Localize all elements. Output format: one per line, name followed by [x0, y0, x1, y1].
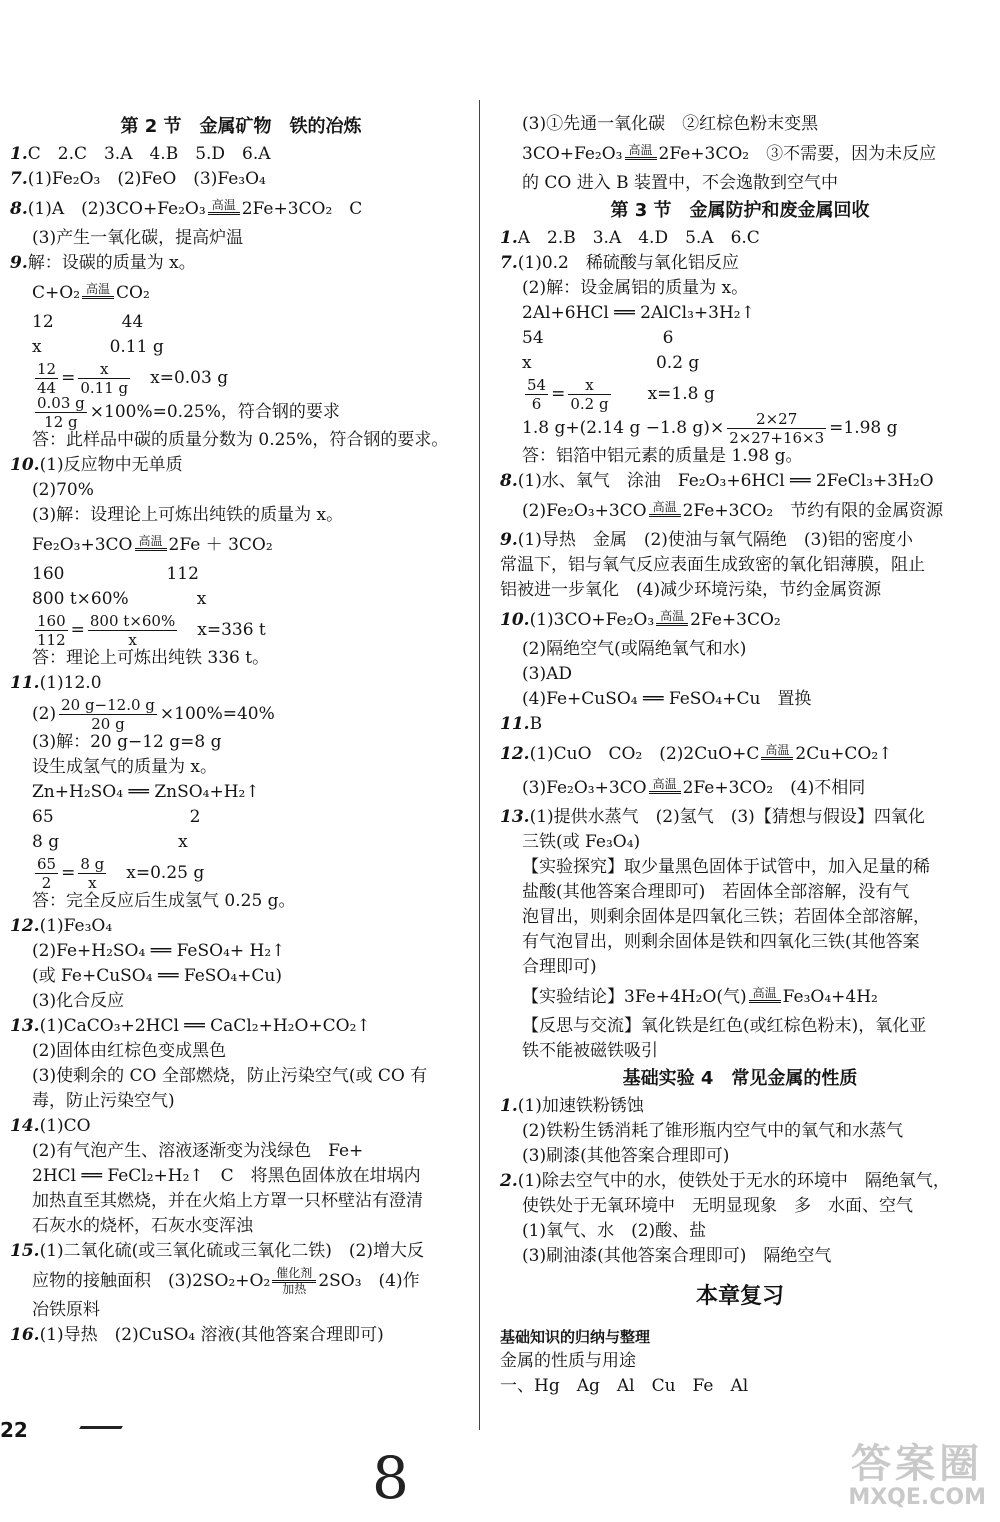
answer-line — [10, 1264, 472, 1298]
answer-line — [500, 251, 980, 276]
fraction-denominator: 2×27+16×3 — [729, 429, 825, 447]
answer-text: 8 g x — [32, 832, 188, 852]
answer-text: 答：理论上可炼出纯铁 336 t。 — [32, 648, 270, 668]
answer-line — [500, 1349, 980, 1374]
answer-text: ×100%=0.25%，符合钢的要求 — [89, 402, 340, 422]
answer-line — [500, 771, 980, 805]
answer-line — [10, 646, 472, 671]
answer-line — [500, 494, 980, 528]
answer-line — [500, 712, 980, 737]
answer-text: 常温下，铝与氧气反应表面生成致密的氧化铝薄膜，阻止 — [500, 555, 925, 575]
answer-text: Zn+H₂SO₄ ══ ZnSO₄+H₂↑ — [32, 782, 260, 802]
answer-text: (3)使剩余的 CO 全部燃烧，防止污染空气(或 CO 有 — [32, 1066, 428, 1086]
answer-text: 2Fe ＋ 3CO₂ — [168, 535, 273, 555]
condition-sublabel — [625, 160, 657, 166]
answer-text: = — [61, 368, 76, 388]
answer-line — [10, 360, 472, 397]
left-column — [10, 112, 472, 1348]
answer-text: 应物的接触面积 (3)2SO₂+O₂ — [32, 1271, 271, 1291]
answer-text: (2)70% — [32, 480, 94, 500]
fraction-numerator: 65 — [37, 855, 57, 873]
answer-line — [10, 587, 472, 612]
answer-text: 2SO₃ (4)作 — [318, 1271, 420, 1291]
answer-text: x=336 t — [180, 620, 266, 640]
answer-line — [500, 1219, 980, 1244]
answer-line — [500, 553, 980, 578]
question-number: 12. — [10, 916, 40, 936]
answer-line — [10, 192, 472, 226]
answer-line — [500, 276, 980, 301]
answer-text: 三铁(或 Fe₃O₄) — [522, 832, 641, 852]
fraction — [35, 612, 68, 649]
answer-line — [10, 1164, 472, 1189]
answer-line — [500, 637, 980, 662]
answer-text: 冶铁原料 — [32, 1300, 100, 1320]
fraction-numerator: 0.03 g — [37, 394, 85, 412]
answer-line — [10, 478, 472, 503]
answer-text: 毒，防止污染空气) — [32, 1091, 175, 1111]
answer-line — [500, 112, 980, 137]
answer-text: 54 6 — [522, 328, 674, 348]
condition-sublabel — [649, 517, 681, 523]
answer-line — [10, 1064, 472, 1089]
answer-line — [500, 980, 980, 1014]
reaction-condition — [649, 778, 681, 800]
answer-text: (2)固体由红棕色变成黑色 — [32, 1041, 227, 1061]
answer-text: 3CO+Fe₂O₃ — [522, 144, 623, 164]
question-number: 11. — [10, 673, 40, 693]
question-number: 13. — [500, 807, 530, 827]
answer-text: (1)CaCO₃+2HCl ══ CaCl₂+H₂O+CO₂↑ — [39, 1016, 371, 1036]
answer-line — [10, 1298, 472, 1323]
answer-line — [500, 603, 980, 637]
answer-text: 合理即可) — [522, 957, 597, 977]
answer-line — [10, 453, 472, 478]
condition-sublabel — [656, 626, 688, 632]
answer-line — [10, 939, 472, 964]
answer-text: C 2.C 3.A 4.B 5.D 6.A — [27, 144, 271, 164]
fraction — [35, 394, 87, 431]
fraction-numerator: 800 t×60% — [89, 612, 176, 630]
answer-text: (2)Fe+H₂SO₄ ══ FeSO₄+ H₂↑ — [32, 941, 286, 961]
answer-line — [500, 737, 980, 771]
answer-text: (2)铁粉生锈消耗了锥形瓶内空气中的氧气和水蒸气 — [522, 1121, 904, 1141]
condition-label: 高温 — [208, 199, 240, 215]
answer-line — [10, 989, 472, 1014]
fraction-denominator: x — [88, 874, 97, 892]
fraction-denominator: 12 g — [44, 413, 78, 431]
answer-text: 2HCl ══ FeCl₂+H₂↑ C 将黑色固体放在坩埚内 — [32, 1166, 421, 1186]
reaction-condition — [208, 199, 240, 221]
subsection-heading: 基础知识的归纳与整理 — [500, 1328, 651, 1346]
fraction — [78, 360, 130, 397]
answer-text: x=1.8 g — [613, 384, 715, 404]
answer-text: (3)①先通一氧化碳 ②红棕色粉末变黑 — [522, 114, 819, 134]
answer-text: (1)0.2 稀硫酸与氧化铝反应 — [517, 253, 739, 273]
answer-text: x=0.25 g — [109, 863, 205, 883]
answer-text: (2)隔绝空气(或隔绝氧气和水) — [522, 639, 747, 659]
answer-line — [500, 687, 980, 712]
answer-text: (1)反应物中无单质 — [39, 455, 183, 475]
fraction-denominator: 0.11 g — [80, 379, 129, 397]
reaction-condition — [272, 1267, 316, 1296]
reaction-condition — [749, 987, 781, 1009]
fraction — [88, 612, 177, 649]
fraction-numerator: 20 g−12.0 g — [61, 696, 155, 714]
answer-line — [500, 830, 980, 855]
question-number: 1. — [10, 144, 28, 164]
answer-text: 铝被进一步氧化 (4)减少环境污染，节约金属资源 — [500, 580, 882, 600]
fraction-numerator: 160 — [37, 612, 66, 630]
question-number: 10. — [10, 455, 40, 475]
answer-line — [500, 1119, 980, 1144]
answer-line — [10, 528, 472, 562]
question-number: 8. — [500, 471, 518, 491]
page-number: 22 — [0, 1418, 28, 1442]
answer-text: (1)导热 (2)CuSO₄ 溶液(其他答案合理即可) — [39, 1325, 384, 1345]
answer-text: x=0.03 g — [133, 368, 229, 388]
answer-line — [500, 1244, 980, 1269]
answer-text: 铁不能被磁铁吸引 — [522, 1041, 658, 1061]
reaction-condition — [82, 283, 114, 305]
watermark — [848, 1442, 986, 1510]
reaction-condition — [135, 535, 167, 557]
answer-line — [500, 955, 980, 980]
answer-line — [10, 964, 472, 989]
answer-line — [10, 335, 472, 360]
answer-text: 1.8 g+(2.14 g −1.8 g)× — [522, 418, 725, 438]
answer-text: 的 CO 进入 B 装置中，不会逸散到空气中 — [522, 173, 839, 193]
condition-label: 高温 — [649, 501, 681, 517]
answer-text: (2) — [32, 704, 57, 724]
question-number: 1. — [500, 228, 518, 248]
fraction — [59, 696, 157, 733]
answer-line — [10, 1189, 472, 1214]
question-number: 16. — [10, 1325, 40, 1345]
answer-text: (1)二氧化硫(或三氧化硫或三氧化二铁) (2)增大反 — [39, 1241, 425, 1261]
column-divider — [479, 100, 480, 1430]
answer-line — [10, 612, 472, 649]
answer-line — [500, 410, 980, 447]
answer-line — [500, 1374, 980, 1399]
answer-text: =1.98 g — [829, 418, 898, 438]
answer-line — [500, 930, 980, 955]
answer-text: (1)加速铁粉锈蚀 — [517, 1096, 644, 1116]
answer-line — [500, 855, 980, 880]
answer-line — [10, 1014, 472, 1039]
fraction-denominator: 2 — [41, 874, 52, 892]
right-column — [500, 112, 980, 1399]
answer-text: (1)CO — [39, 1116, 91, 1136]
answer-text: (3)解：设理论上可炼出纯铁的质量为 x。 — [32, 505, 344, 525]
answer-text: 金属的性质与用途 — [500, 1351, 636, 1371]
question-number: 14. — [10, 1116, 40, 1136]
answer-line — [500, 469, 980, 494]
answer-line — [10, 1239, 472, 1264]
answer-text: (1)氧气、水 (2)酸、盐 — [522, 1221, 707, 1241]
answer-text: 盐酸(其他答案合理即可) 若固体全部溶解，没有气 — [522, 882, 910, 902]
answer-line — [500, 528, 980, 553]
watermark-line1: 答案圈 — [851, 1441, 984, 1487]
fraction — [568, 376, 610, 413]
question-number: 11. — [500, 714, 530, 734]
answer-text: = — [551, 384, 566, 404]
condition-sublabel — [649, 794, 681, 800]
condition-label: 高温 — [649, 778, 681, 794]
answer-text: (1)水、氧气 涂油 Fe₂O₃+6HCl ══ 2FeCl₃+3H₂O — [517, 471, 934, 491]
question-number: 7. — [500, 253, 518, 273]
condition-sublabel: 加热 — [282, 1282, 307, 1296]
answer-text: 设生成氢气的质量为 x。 — [32, 757, 217, 777]
fraction-denominator: 20 g — [91, 715, 125, 733]
answer-text: ×100%=40% — [159, 704, 275, 724]
fraction-numerator: x — [78, 360, 130, 379]
answer-line — [500, 662, 980, 687]
handwritten-number: 8 — [372, 1444, 409, 1512]
condition-label: 高温 — [135, 535, 167, 551]
answer-text: (1)A (2)3CO+Fe₂O₃ — [27, 199, 206, 219]
fraction-numerator: 2×27 — [727, 410, 826, 429]
answer-line — [10, 276, 472, 310]
fraction — [727, 410, 826, 447]
answer-text: 使铁处于无氧环境中 无明显现象 多 水面、空气 — [522, 1196, 913, 1216]
reaction-condition — [625, 144, 657, 166]
condition-label: 高温 — [761, 744, 793, 760]
answer-line — [10, 1114, 472, 1139]
answer-line — [10, 1139, 472, 1164]
answer-text: (1)提供水蒸气 (2)氢气 (3)【猜想与假设】四氧化 — [529, 807, 925, 827]
question-number: 15. — [10, 1241, 40, 1261]
answer-text: A 2.B 3.A 4.D 5.A 6.C — [517, 228, 760, 248]
answer-line — [10, 1039, 472, 1064]
answer-text: (3)解：20 g−12 g=8 g — [32, 732, 222, 752]
answer-text: 2Fe+3CO₂ C — [241, 199, 363, 219]
decorative-swash — [79, 1426, 123, 1429]
answer-line — [10, 167, 472, 192]
answer-text: Fe₂O₃+3CO — [32, 535, 133, 555]
answer-line — [10, 1323, 472, 1348]
answer-text: (1)Fe₃O₄ — [39, 916, 113, 936]
answer-text: 答：此样品中碳的质量分数为 0.25%，符合钢的要求。 — [32, 430, 449, 450]
answer-text: 65 2 — [32, 807, 201, 827]
fraction-denominator: 0.2 g — [570, 395, 609, 413]
fraction — [35, 855, 58, 892]
question-number: 9. — [10, 253, 28, 273]
answer-text: (3)产生一氧化碳，提高炉温 — [32, 228, 244, 248]
section-heading: 第 3 节 金属防护和废金属回收 — [610, 200, 870, 221]
answer-line — [500, 880, 980, 905]
answer-line — [500, 376, 980, 413]
answer-line — [10, 914, 472, 939]
answer-line — [10, 755, 472, 780]
fraction-denominator: 112 — [37, 631, 66, 649]
question-number: 12. — [500, 744, 530, 764]
condition-label: 高温 — [625, 144, 657, 160]
answer-line — [500, 1169, 980, 1194]
answer-text: x 0.2 g — [522, 353, 700, 373]
question-number: 7. — [10, 169, 28, 189]
condition-sublabel — [208, 215, 240, 221]
answer-text: (2)有气泡产生、溶液逐渐变为浅绿色 Fe+ — [32, 1141, 364, 1161]
answer-line — [500, 1194, 980, 1219]
question-number: 1. — [500, 1096, 518, 1116]
answer-line — [10, 1214, 472, 1239]
answer-line — [10, 503, 472, 528]
reaction-condition — [761, 744, 793, 766]
answer-text: 12 44 — [32, 312, 144, 332]
condition-label: 高温 — [749, 987, 781, 1003]
fraction-numerator: 12 — [37, 360, 57, 378]
answer-line — [10, 310, 472, 335]
condition-sublabel — [761, 760, 793, 766]
answer-line — [500, 578, 980, 603]
answer-line — [500, 444, 980, 469]
condition-sublabel — [749, 1003, 781, 1009]
answer-text: (1)除去空气中的水，使铁处于无水的环境中 隔绝氧气， — [517, 1171, 950, 1191]
answer-line — [10, 855, 472, 892]
answer-text: CO₂ — [116, 283, 150, 303]
answer-text: (1)12.0 — [39, 673, 102, 693]
answer-text: (3)AD — [522, 664, 572, 684]
answer-line — [10, 889, 472, 914]
question-number: 13. — [10, 1016, 40, 1036]
answer-text: (4)Fe+CuSO₄ ══ FeSO₄+Cu 置换 — [522, 689, 812, 709]
answer-text: (1)导热 金属 (2)使油与氧气隔绝 (3)铝的密度小 — [517, 530, 913, 550]
condition-label: 高温 — [656, 610, 688, 626]
fraction-numerator: 8 g — [80, 855, 105, 873]
answer-text: (3)刷漆(其他答案合理即可) — [522, 1146, 730, 1166]
answer-text: 2Fe+3CO₂ ③不需要，因为未反应 — [658, 144, 937, 164]
answer-text: 【实验结论】3Fe+4H₂O(气) — [522, 987, 747, 1007]
answer-text: (3)刷油漆(其他答案合理即可) 隔绝空气 — [522, 1246, 832, 1266]
answer-text: 2Cu+CO₂↑ — [795, 744, 893, 764]
answer-text: 2Fe+3CO₂ (4)不相同 — [682, 778, 866, 798]
section-heading: 本章复习 — [695, 1284, 784, 1309]
answer-line — [500, 137, 980, 171]
answer-text: 加热直至其燃烧，并在火焰上方罩一只杯壁沾有澄清 — [32, 1191, 423, 1211]
answer-text: 石灰水的烧杯，石灰水变浑浊 — [32, 1216, 253, 1236]
answer-text: (或 Fe+CuSO₄ ══ FeSO₄+Cu) — [32, 966, 282, 986]
question-number: 10. — [500, 610, 530, 630]
condition-sublabel — [82, 299, 114, 305]
answer-text: = — [70, 620, 85, 640]
answer-line — [10, 142, 472, 167]
fraction-numerator: x — [568, 376, 610, 395]
section-heading: 第 2 节 金属矿物 铁的冶炼 — [120, 116, 362, 137]
answer-text: 泡冒出，则剩余固体是四氧化三铁；若固体全部溶解， — [522, 907, 930, 927]
answer-text: C+O₂ — [32, 283, 81, 303]
question-number: 2. — [500, 1171, 518, 1191]
answer-text: (1)CuO CO₂ (2)2CuO+C — [529, 744, 760, 764]
answer-text: (3)化合反应 — [32, 991, 125, 1011]
answer-text: 2Fe+3CO₂ — [690, 610, 781, 630]
answer-line — [10, 226, 472, 251]
answer-line — [500, 1094, 980, 1119]
reaction-condition — [649, 501, 681, 523]
answer-text: 一、Hg Ag Al Cu Fe Al — [500, 1376, 749, 1396]
condition-sublabel — [135, 551, 167, 557]
answer-text: (1)Fe₂O₃ (2)FeO (3)Fe₃O₄ — [27, 169, 266, 189]
answer-text: Fe₃O₄+4H₂ — [782, 987, 878, 1007]
answer-line — [10, 830, 472, 855]
answer-line — [10, 1089, 472, 1114]
answer-text: 160 112 — [32, 564, 199, 584]
answer-text: 答：铝箔中铝元素的质量是 1.98 g。 — [522, 446, 803, 466]
answer-line — [500, 226, 980, 251]
answer-line — [10, 780, 472, 805]
answer-text: 2Fe+3CO₂ 节约有限的金属资源 — [682, 501, 944, 521]
answer-text: 800 t×60% x — [32, 589, 207, 609]
answer-line — [10, 805, 472, 830]
answer-text: 答：完全反应后生成氢气 0.25 g。 — [32, 891, 296, 911]
answer-line — [500, 1039, 980, 1064]
answer-line — [10, 394, 472, 431]
answer-text: (2)解：设金属铝的质量为 x。 — [522, 278, 749, 298]
fraction-denominator: 44 — [37, 379, 57, 397]
condition-label: 催化剂 — [272, 1267, 316, 1283]
answer-text: x 0.11 g — [32, 337, 164, 357]
answer-text: (2)Fe₂O₃+3CO — [522, 501, 647, 521]
answer-line — [500, 301, 980, 326]
answer-text: = — [61, 863, 76, 883]
answer-line — [500, 1144, 980, 1169]
answer-line — [10, 671, 472, 696]
answer-text: B — [529, 714, 543, 734]
answer-line — [10, 428, 472, 453]
answer-line — [500, 326, 980, 351]
answer-line — [10, 696, 472, 733]
watermark-line2: MXQE.COM — [848, 1485, 986, 1510]
reaction-condition — [656, 610, 688, 632]
answer-line — [500, 1014, 980, 1039]
answer-line — [500, 171, 980, 196]
section-heading: 基础实验 4 常见金属的性质 — [622, 1068, 858, 1089]
answer-text: (3)Fe₂O₃+3CO — [522, 778, 647, 798]
fraction-denominator: x — [128, 631, 137, 649]
answer-line — [10, 251, 472, 276]
answer-text: 【实验探究】取少量黑色固体于试管中，加入足量的稀 — [522, 857, 930, 877]
condition-label: 高温 — [82, 283, 114, 299]
fraction — [78, 855, 106, 892]
answer-line — [500, 805, 980, 830]
answer-text: 2Al+6HCl ══ 2AlCl₃+3H₂↑ — [522, 303, 755, 323]
question-number: 8. — [10, 199, 28, 219]
answer-text: 解：设碳的质量为 x。 — [27, 253, 196, 273]
fraction — [525, 376, 548, 413]
question-number: 9. — [500, 530, 518, 550]
fraction-denominator: 6 — [531, 395, 542, 413]
answer-line — [500, 351, 980, 376]
fraction — [35, 360, 58, 397]
answer-line — [10, 562, 472, 587]
fraction-numerator: 54 — [527, 376, 547, 394]
answer-text: 【反思与交流】氧化铁是红色(或红棕色粉末)，氧化亚 — [522, 1016, 927, 1036]
answer-text: 有气泡冒出，则剩余固体是铁和四氧化三铁(其他答案 — [522, 932, 920, 952]
answer-text: (1)3CO+Fe₂O₃ — [529, 610, 655, 630]
answer-line — [500, 905, 980, 930]
answer-line — [10, 730, 472, 755]
